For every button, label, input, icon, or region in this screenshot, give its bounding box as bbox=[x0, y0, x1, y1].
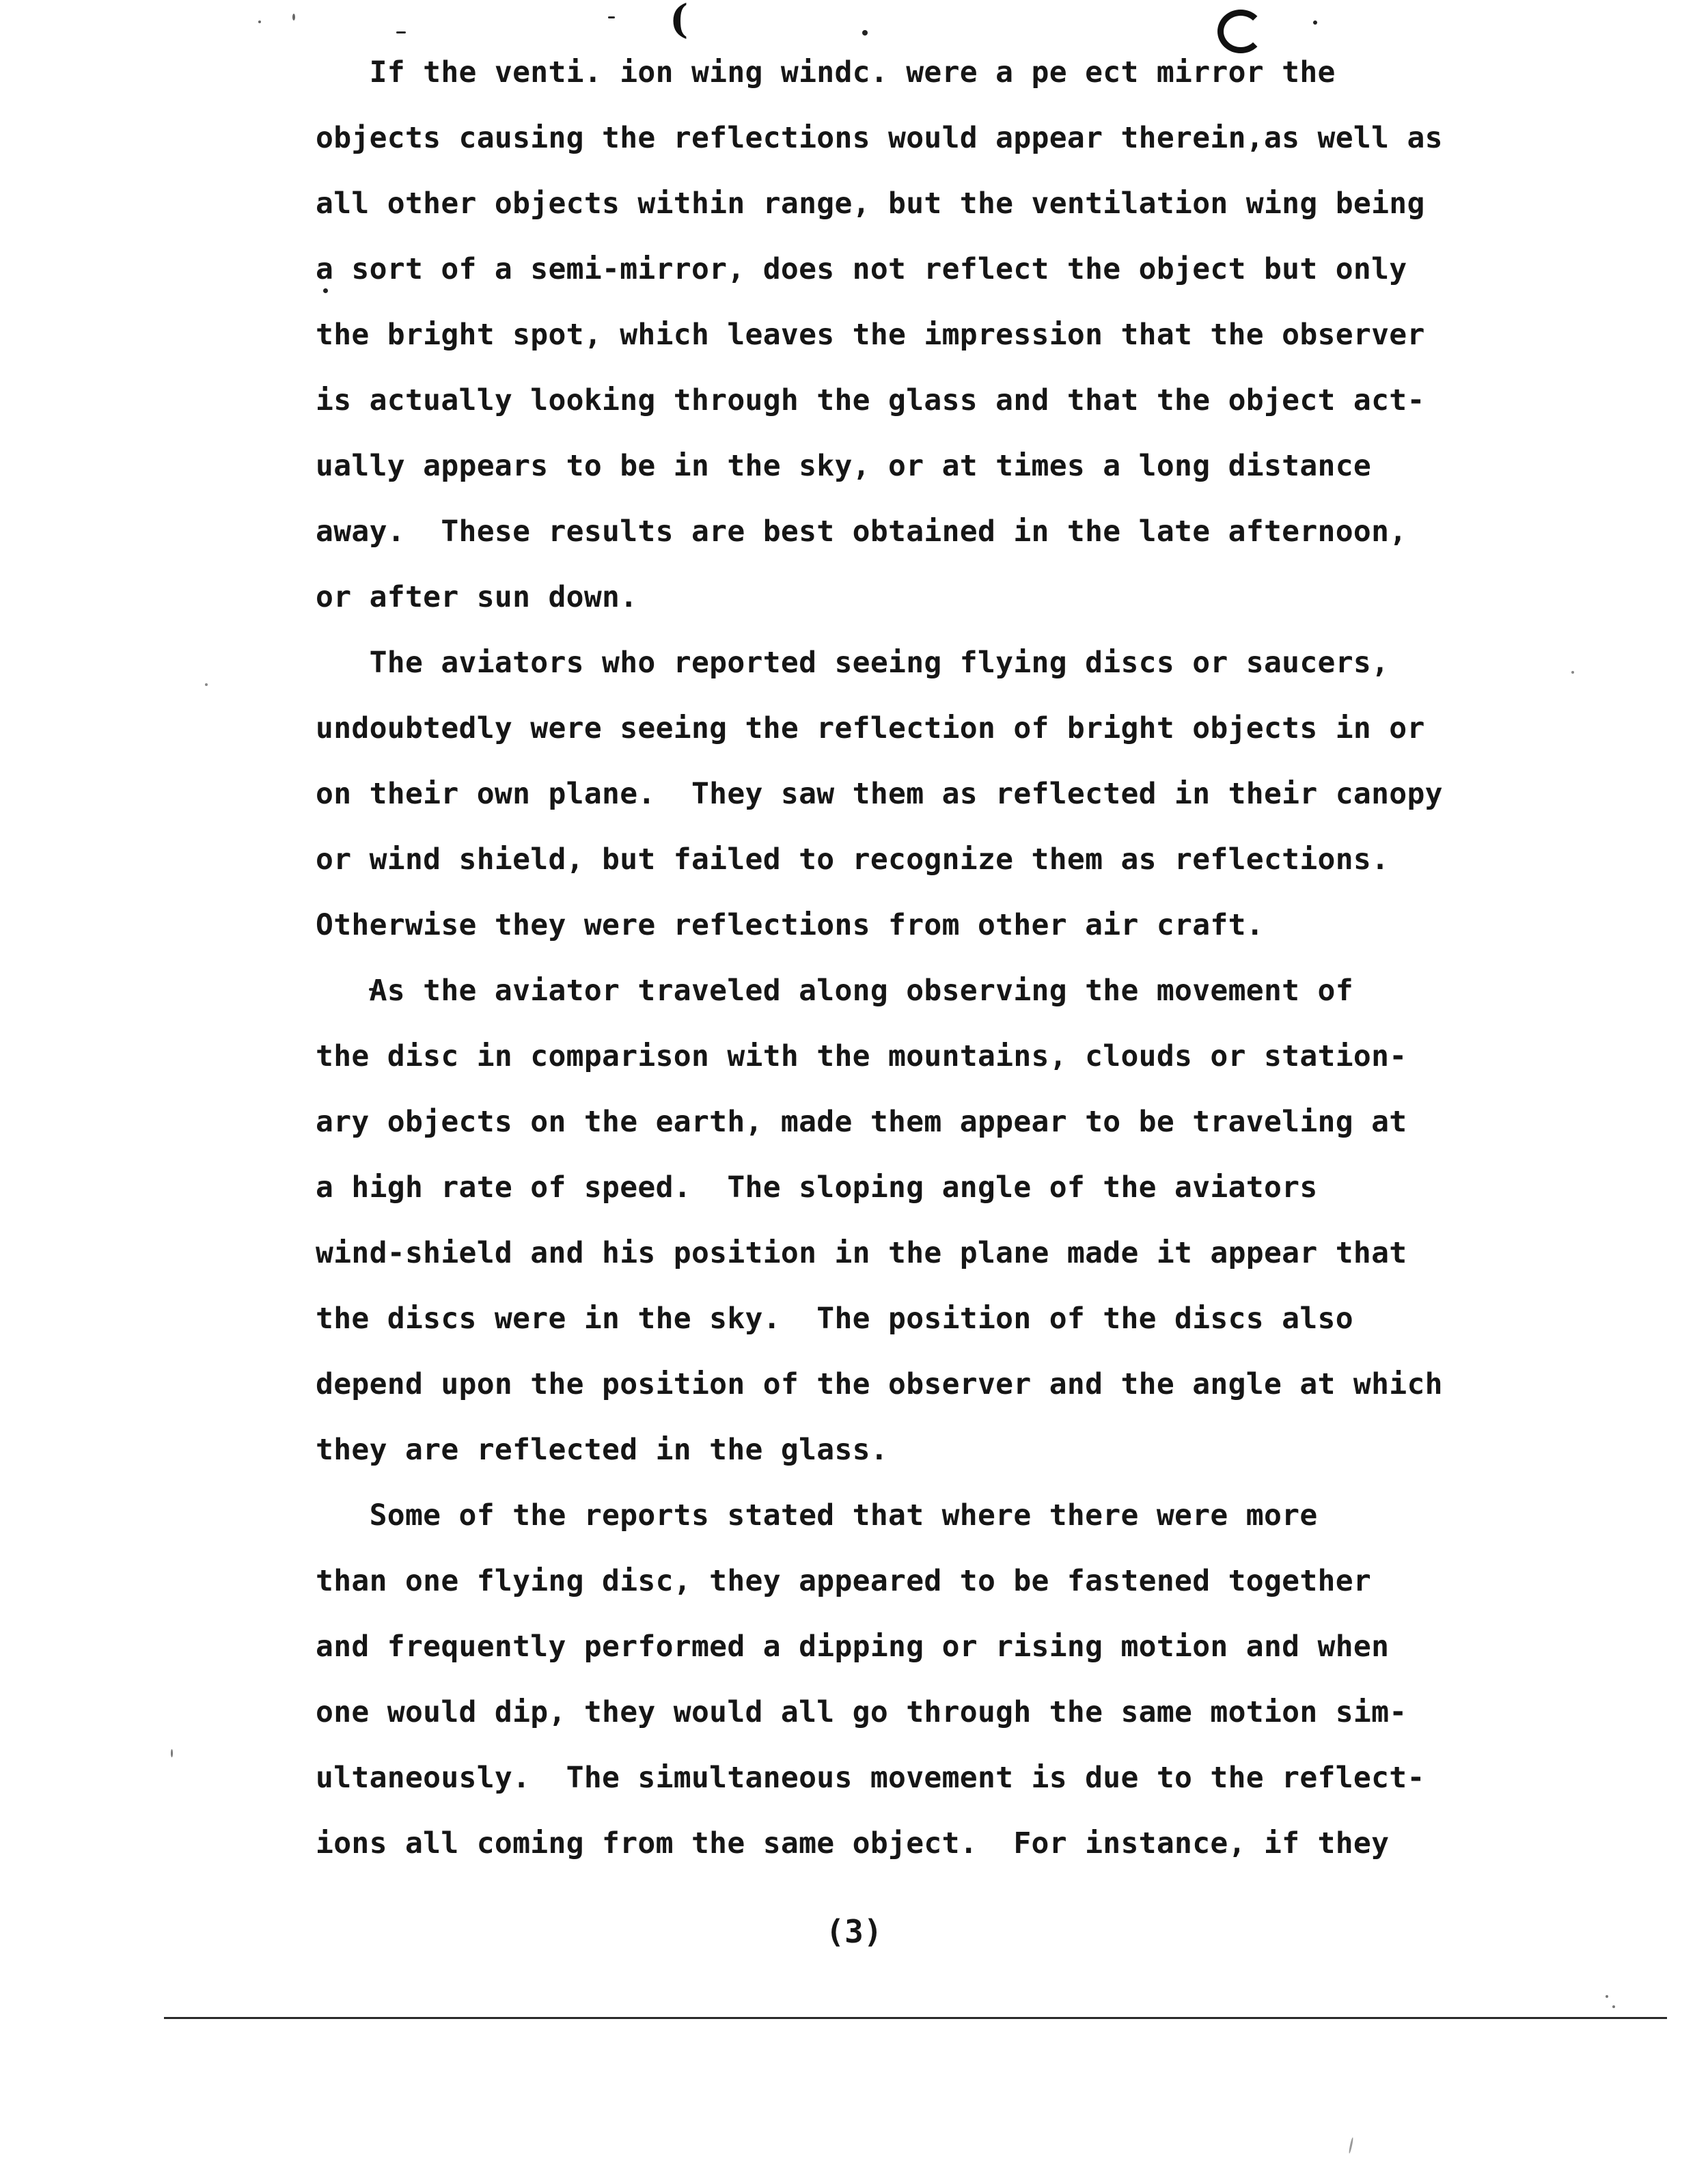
text-line: objects causing the reflections would appear therein,as well as bbox=[316, 121, 1443, 155]
bottom-rule-dashed-segment bbox=[164, 2015, 451, 2017]
text-line: the disc in comparison with the mountains, clouds or station- bbox=[316, 1039, 1407, 1073]
text-line: than one flying disc, they appeared to be fastened together bbox=[316, 1564, 1372, 1598]
text-line: depend upon the position of the observer and the angle at which bbox=[316, 1367, 1443, 1401]
text-line: Some of the reports stated that where there were more bbox=[316, 1498, 1318, 1533]
text-line: If the venti. ion wing windc. were a pe ect mirror the bbox=[316, 55, 1336, 90]
text-line: ually appears to be in the sky, or at times a long distance bbox=[316, 449, 1372, 483]
text-line: The aviators who reported seeing flying discs or saucers, bbox=[316, 646, 1390, 680]
body-text bbox=[316, 40, 1573, 1876]
text-line: ultaneously. The simultaneous movement is due to the reflect- bbox=[316, 1761, 1425, 1795]
text-line: they are reflected in the glass. bbox=[316, 1433, 889, 1467]
text-line: all other objects within range, but the ventilation wing being bbox=[316, 187, 1425, 221]
speck bbox=[862, 30, 868, 36]
text-line: or wind shield, but failed to recognize them as reflections. bbox=[316, 842, 1390, 877]
text-line: undoubtedly were seeing the reflection of bright objects in or bbox=[316, 711, 1425, 745]
text-line: ary objects on the earth, made them appear to be traveling at bbox=[316, 1105, 1407, 1139]
text-line: is actually looking through the glass and that the object act- bbox=[316, 383, 1425, 417]
bottom-rule bbox=[164, 2017, 1667, 2019]
text-line: or after sun down. bbox=[316, 580, 638, 614]
speck bbox=[292, 14, 295, 20]
speck bbox=[1349, 2137, 1354, 2154]
speck bbox=[205, 683, 208, 686]
text-line: ions all coming from the same object. For instance, if they bbox=[316, 1826, 1390, 1861]
speck bbox=[608, 16, 615, 18]
text-line: one would dip, they would all go through the same motion sim- bbox=[316, 1695, 1407, 1729]
speck bbox=[1606, 1995, 1608, 1998]
speck bbox=[171, 1749, 173, 1757]
text-line: away. These results are best obtained in the late afternoon, bbox=[316, 514, 1407, 549]
text-line: a high rate of speed. The sloping angle of the aviators bbox=[316, 1170, 1318, 1205]
speck bbox=[1612, 2005, 1615, 2008]
text-line: wind-shield and his position in the plane made it appear that bbox=[316, 1236, 1407, 1270]
text-line: Otherwise they were reflections from other air craft. bbox=[316, 908, 1264, 942]
text-line: As the aviator traveled along observing the movement of bbox=[316, 974, 1353, 1008]
speck bbox=[396, 31, 406, 33]
text-line: the bright spot, which leaves the impression that the observer bbox=[316, 318, 1425, 352]
text-line: a sort of a semi-mirror, does not reflect the object but only bbox=[316, 252, 1407, 286]
speck bbox=[258, 20, 261, 23]
text-line: the discs were in the sky. The position of the discs also bbox=[316, 1302, 1353, 1336]
speck bbox=[1313, 20, 1317, 25]
stray-paren-mark: ( bbox=[670, 0, 689, 42]
text-line: and frequently performed a dipping or rising motion and when bbox=[316, 1630, 1390, 1664]
page-number: (3) bbox=[825, 1913, 883, 1950]
text-line: on their own plane. They saw them as reflected in their canopy bbox=[316, 777, 1443, 811]
